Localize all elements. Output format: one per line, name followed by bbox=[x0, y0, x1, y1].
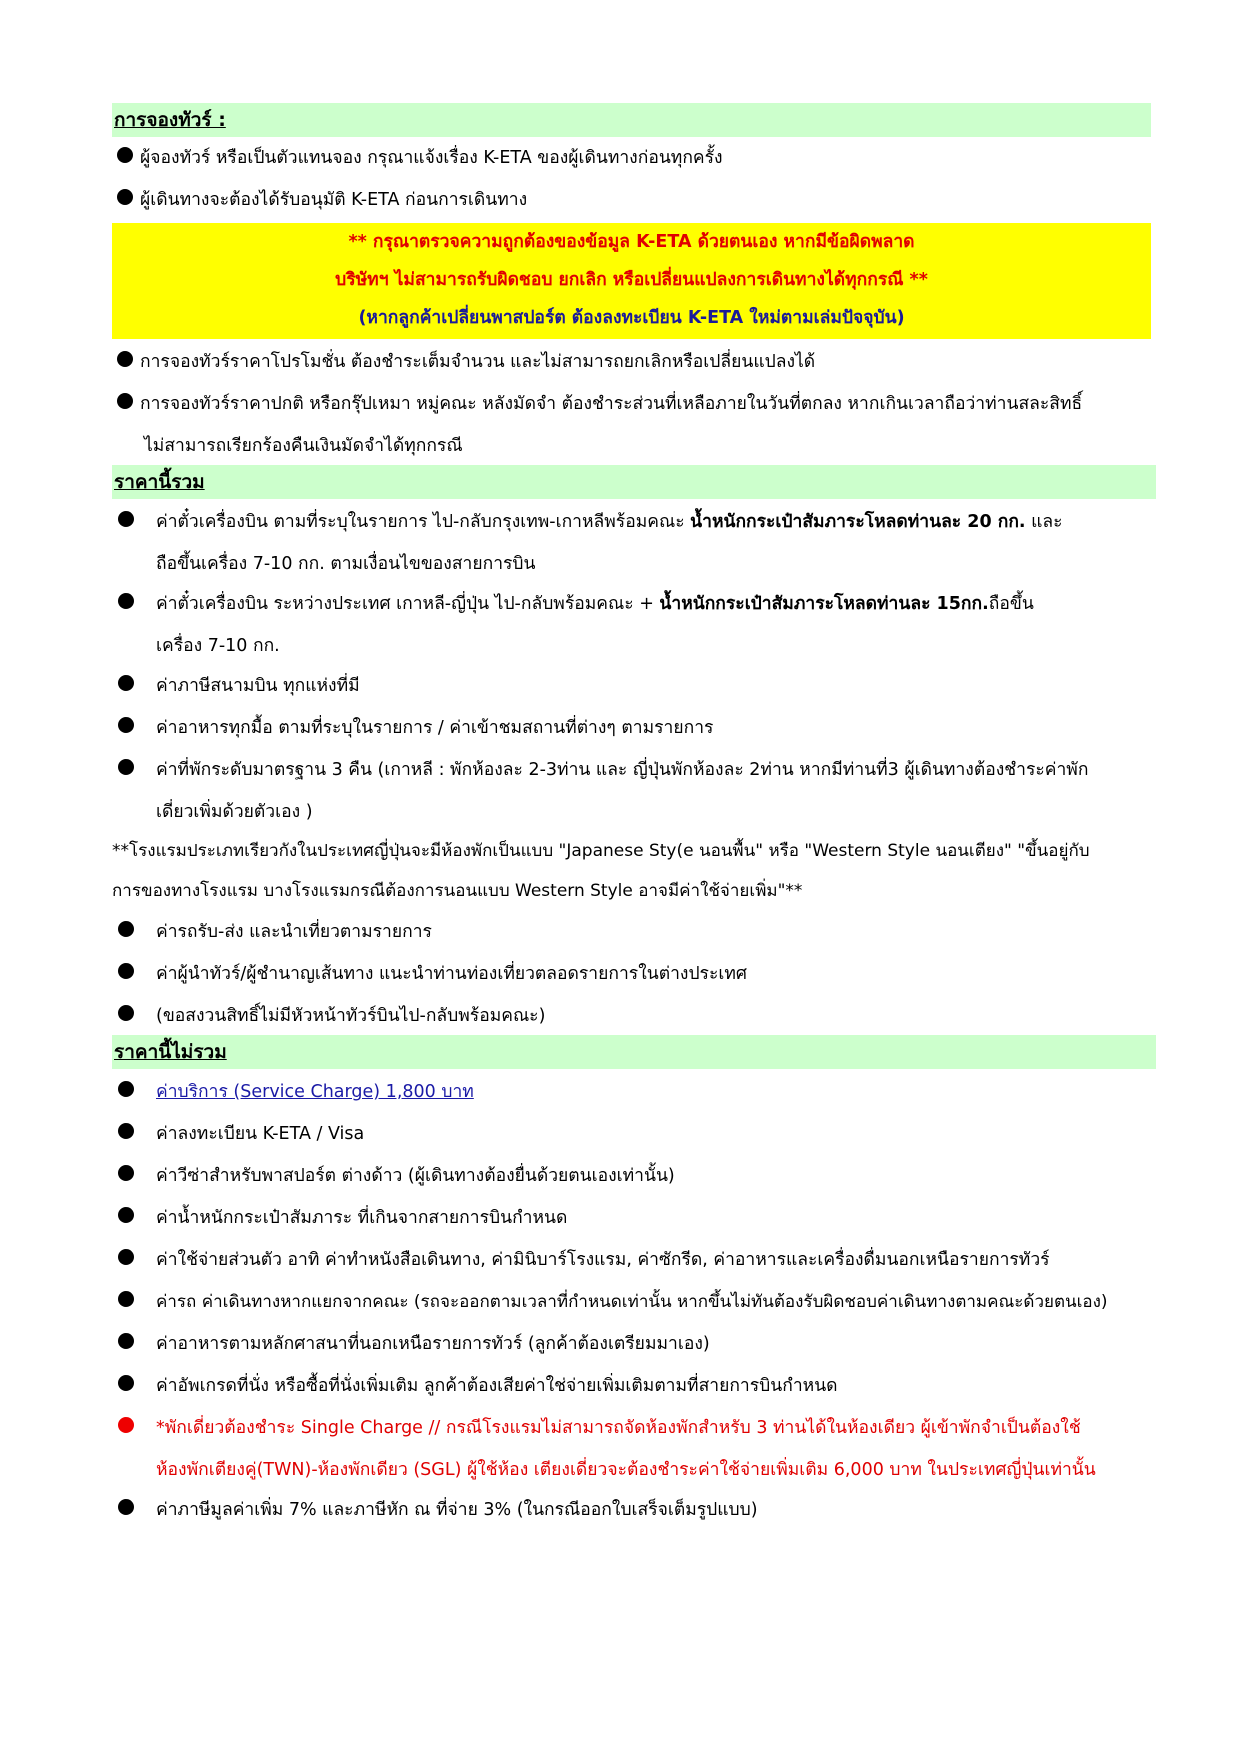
red-bullet-icon bbox=[118, 1417, 134, 1433]
list-item-continuation: ห้องพักเตียงคู่(TWN)-ห้องพักเดียว (SGL) ผู้ใช้ห้อง เตียงเดี่ยวจะต้องชำระค่าใช้จ่ายเพิ่มเติม 6,000 บาท ในประเทศญี่ปุ่นเท่านั้น bbox=[156, 1460, 1096, 1480]
list-item: ค่าผู้นำทัวร์/ผู้ชำนาญเส้นทาง แนะนำท่านท่องเที่ยวตลอดรายการในต่างประเทศ bbox=[112, 953, 1162, 995]
list-item: ค่าตั๋วเครื่องบิน ตามที่ระบุในรายการ ไป-กลับกรุงเทพ-เกาหลีพร้อมคณะ น้ำหนักกระเป๋าสัมภาระโหลดท่านละ 20 กก. และ bbox=[112, 501, 1162, 543]
list-item: ค่าน้ำหนักกระเป๋าสัมภาระ ที่เกินจากสายการบินกำหนด bbox=[112, 1197, 1162, 1239]
ryokan-note-line-1: **โรงแรมประเภทเรียวกังในประเทศญี่ปุ่นจะมีห้องพักเป็นแบบ "Japanese Sty(e นอนพื้น" หรือ "Western Style นอนเตียง" "ขึ้นอยู่กับ bbox=[112, 841, 1090, 861]
warning-line-3: (หากลูกค้าเปลี่ยนพาสปอร์ต ต้องลงทะเบียน K-ETA ใหม่ตามเล่มปัจจุบัน) bbox=[358, 308, 905, 328]
list-item-continuation: ถือขึ้นเครื่อง 7-10 กก. ตามเงื่อนไขของสายการบิน bbox=[156, 554, 536, 574]
list-item: ค่าวีซ่าสำหรับพาสปอร์ต ต่างด้าว (ผู้เดินทางต้องยื่นด้วยตนเองเท่านั้น) bbox=[112, 1155, 1162, 1197]
included-heading: ราคานี้รวม bbox=[112, 465, 1156, 499]
warning-line-1: ** กรุณาตรวจความถูกต้องของข้อมูล K-ETA ด้วยตนเอง หากมีข้อผิดพลาด bbox=[348, 232, 915, 252]
bullet-icon bbox=[117, 393, 133, 409]
bullet-icon bbox=[118, 1499, 134, 1515]
list-item: (ขอสงวนสิทธิ์ไม่มีหัวหน้าทัวร์บินไป-กลับพร้อมคณะ) bbox=[112, 995, 1162, 1035]
list-item: ผู้จองทัวร์ หรือเป็นตัวแทนจอง กรุณาแจ้งเรื่อง K-ETA ของผู้เดินทางก่อนทุกครั้ง bbox=[112, 137, 1162, 179]
bullet-icon bbox=[117, 147, 133, 163]
list-item: ค่าอัพเกรดที่นั่ง หรือซื้อที่นั่งเพิ่มเติม ลูกค้าต้องเสียค่าใช่จ่ายเพิ่มเติมตามที่สายการบินกำหนด bbox=[112, 1365, 1162, 1407]
service-charge-link[interactable]: ค่าบริการ (Service Charge) 1,800 บาท bbox=[156, 1082, 474, 1102]
bullet-icon bbox=[118, 1333, 134, 1349]
bullet-icon bbox=[118, 1081, 134, 1097]
bullet-icon bbox=[118, 511, 134, 527]
list-item: ค่าใช้จ่ายส่วนตัว อาทิ ค่าทำหนังสือเดินทาง, ค่ามินิบาร์โรงแรม, ค่าซักรีด, ค่าอาหารและเครื่องดื่มนอกเหนือรายการทัวร์ bbox=[112, 1239, 1162, 1281]
bullet-icon bbox=[118, 593, 134, 609]
list-item-continuation: ไม่สามารถเรียกร้องคืนเงินมัดจำได้ทุกกรณี bbox=[144, 436, 463, 456]
list-item: ค่าอาหารตามหลักศาสนาที่นอกเหนือรายการทัวร์ (ลูกค้าต้องเตรียมมาเอง) bbox=[112, 1323, 1162, 1365]
bullet-icon bbox=[118, 759, 134, 775]
list-item: *พักเดี่ยวต้องชำระ Single Charge // กรณีโรงแรมไม่สามารถจัดห้องพักสำหรับ 3 ท่านได้ในห้องเดียว ผู้เข้าพักจำเป็นต้องใช้ bbox=[112, 1407, 1162, 1449]
bullet-icon bbox=[118, 1291, 134, 1307]
bullet-icon bbox=[118, 717, 134, 733]
tour-conditions-document bbox=[112, 103, 1162, 1531]
warning-line-2: บริษัทฯ ไม่สามารถรับผิดชอบ ยกเลิก หรือเปลี่ยนแปลงการเดินทางได้ทุกกรณี ** bbox=[335, 270, 928, 290]
ryokan-note-line-2: การของทางโรงแรม บางโรงแรมกรณีต้องการนอนแบบ Western Style อาจมีค่าใช้จ่ายเพิ่ม"** bbox=[112, 881, 803, 901]
list-item: ค่าตั๋วเครื่องบิน ระหว่างประเทศ เกาหลี-ญี่ปุ่น ไป-กลับพร้อมคณะ + น้ำหนักกระเป๋าสัมภาระโหลดท่านละ 15กก.ถือขึ้น bbox=[112, 583, 1162, 625]
bullet-icon bbox=[118, 1123, 134, 1139]
list-item: ค่าอาหารทุกมื้อ ตามที่ระบุในรายการ / ค่าเข้าชมสถานที่ต่างๆ ตามรายการ bbox=[112, 707, 1162, 749]
list-item bbox=[112, 1071, 1162, 1113]
k-eta-warning-box bbox=[112, 223, 1151, 339]
excluded-heading: ราคานี้ไม่รวม bbox=[112, 1035, 1156, 1069]
list-item: ค่ารถ ค่าเดินทางหากแยกจากคณะ (รถจะออกตามเวลาที่กำหนดเท่านั้น หากขึ้นไม่ทันต้องรับผิดชอบค่าเดินทางตามคณะด้วยตนเอง) bbox=[112, 1281, 1162, 1323]
booking-heading: การจองทัวร์ : bbox=[112, 103, 1151, 137]
list-item: ค่าภาษีมูลค่าเพิ่ม 7% และภาษีหัก ณ ที่จ่าย 3% (ในกรณีออกใบเสร็จเต็มรูปแบบ) bbox=[112, 1489, 1162, 1531]
bullet-icon bbox=[118, 675, 134, 691]
bullet-icon bbox=[118, 1005, 134, 1021]
list-item-continuation: เดี่ยวเพิ่มด้วยตัวเอง ) bbox=[156, 802, 313, 822]
bullet-icon bbox=[117, 189, 133, 205]
list-item-continuation: เครื่อง 7-10 กก. bbox=[156, 636, 280, 656]
bullet-icon bbox=[118, 921, 134, 937]
list-item: ผู้เดินทางจะต้องได้รับอนุมัติ K-ETA ก่อนการเดินทาง bbox=[112, 179, 1162, 221]
list-item: ค่าภาษีสนามบิน ทุกแห่งที่มี bbox=[112, 665, 1162, 707]
bullet-icon bbox=[118, 1249, 134, 1265]
list-item: การจองทัวร์ราคาปกติ หรือกรุ๊ปเหมา หมู่คณะ หลังมัดจำ ต้องชำระส่วนที่เหลือภายในวันที่ตกลง หากเกินเวลาถือว่าท่านสละสิทธิ์ bbox=[112, 383, 1162, 425]
bullet-icon bbox=[118, 1207, 134, 1223]
bullet-icon bbox=[117, 351, 133, 367]
list-item: ค่ารถรับ-ส่ง และนำเที่ยวตามรายการ bbox=[112, 911, 1162, 953]
list-item: ค่าที่พักระดับมาตรฐาน 3 คืน (เกาหลี : พักห้องละ 2-3ท่าน และ ญี่ปุ่นพักห้องละ 2ท่าน หากมีท่านที่3 ผู้เดินทางต้องชำระค่าพัก bbox=[112, 749, 1162, 791]
list-item: ค่าลงทะเบียน K-ETA / Visa bbox=[112, 1113, 1162, 1155]
bullet-icon bbox=[118, 963, 134, 979]
bullet-icon bbox=[118, 1165, 134, 1181]
bullet-icon bbox=[118, 1375, 134, 1391]
list-item: การจองทัวร์ราคาโปรโมชั่น ต้องชำระเต็มจำนวน และไม่สามารถยกเลิกหรือเปลี่ยนแปลงได้ bbox=[112, 341, 1162, 383]
